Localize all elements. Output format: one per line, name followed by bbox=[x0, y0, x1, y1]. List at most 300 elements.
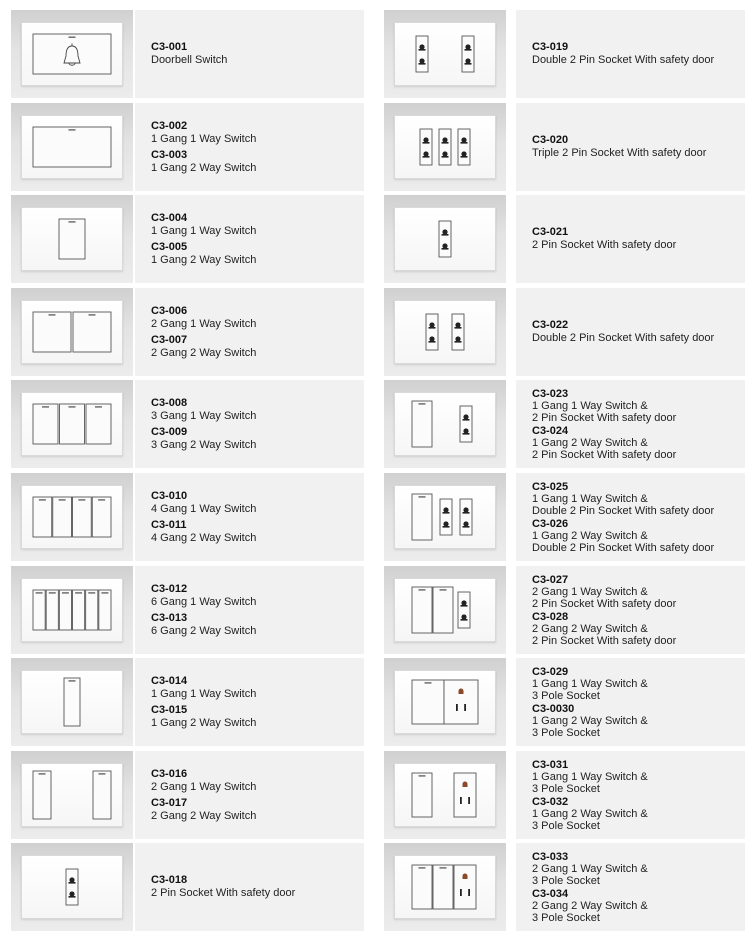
rocker-switch bbox=[412, 773, 432, 817]
rocker-switch bbox=[412, 587, 432, 633]
indicator-mark bbox=[88, 592, 95, 593]
indicator-mark bbox=[419, 867, 426, 868]
product-name: 4 Gang 1 Way Switch bbox=[151, 502, 257, 515]
product-description bbox=[135, 843, 364, 931]
product-image bbox=[384, 195, 506, 283]
indicator-mark bbox=[36, 592, 43, 593]
device-drawing bbox=[11, 195, 133, 283]
pin-hole bbox=[465, 63, 472, 65]
device-drawing bbox=[384, 473, 506, 561]
indicator-mark bbox=[42, 406, 49, 407]
product-code: C3-032 bbox=[532, 795, 569, 808]
rocker-switch bbox=[59, 590, 71, 630]
product-name: 6 Gang 2 Way Switch bbox=[151, 624, 257, 637]
product-name: 2 Pin Socket With safety door bbox=[151, 887, 296, 899]
socket-frame bbox=[462, 36, 474, 72]
rocker-switch bbox=[86, 590, 98, 630]
product-entry bbox=[151, 397, 364, 423]
product-description bbox=[135, 380, 364, 468]
product-description bbox=[135, 658, 364, 746]
product-name: 1 Gang 2 Way Switch & bbox=[532, 714, 648, 727]
rocker-switch bbox=[46, 590, 58, 630]
pin-hole bbox=[419, 44, 424, 49]
product-name: 3 Pole Socket bbox=[532, 819, 600, 832]
product-name: 2 Gang 1 Way Switch & bbox=[532, 585, 648, 598]
product-code: C3-019 bbox=[532, 41, 569, 53]
product-name: 1 Gang 1 Way Switch bbox=[151, 687, 257, 700]
product-image bbox=[11, 566, 133, 654]
indicator-mark bbox=[49, 314, 56, 315]
product-image bbox=[384, 473, 506, 561]
product-name: 2 Gang 1 Way Switch bbox=[151, 780, 257, 793]
indicator-mark bbox=[99, 773, 106, 774]
product-code: C3-011 bbox=[151, 518, 187, 531]
rocker-switch bbox=[33, 771, 51, 819]
indicator-mark bbox=[62, 592, 69, 593]
product-entry bbox=[532, 574, 745, 610]
product-name: 1 Gang 2 Way Switch bbox=[151, 716, 257, 729]
indicator-mark bbox=[39, 773, 46, 774]
pin-hole bbox=[423, 151, 428, 156]
product-image bbox=[384, 566, 506, 654]
pole-slot bbox=[456, 704, 458, 711]
ground-hole bbox=[463, 874, 468, 880]
pin-hole bbox=[442, 243, 447, 248]
indicator-mark bbox=[59, 499, 66, 500]
pin-hole bbox=[463, 526, 470, 528]
device-drawing bbox=[384, 103, 506, 191]
pin-hole bbox=[443, 526, 450, 528]
pole-slot bbox=[468, 797, 470, 804]
product-image bbox=[11, 843, 133, 931]
pin-hole bbox=[455, 327, 462, 329]
socket-frame bbox=[420, 129, 432, 165]
product-description bbox=[135, 473, 364, 561]
product-code: C3-004 bbox=[151, 211, 188, 224]
rocker-switch bbox=[33, 590, 45, 630]
socket-frame bbox=[458, 129, 470, 165]
pin-hole bbox=[455, 336, 460, 341]
rocker-switch bbox=[86, 404, 111, 444]
product-code: C3-017 bbox=[151, 796, 188, 809]
product-entry bbox=[532, 851, 745, 887]
product-description bbox=[516, 380, 745, 468]
device-drawing bbox=[384, 288, 506, 376]
product-description bbox=[516, 751, 745, 839]
product-name: Triple 2 Pin Socket With safety door bbox=[532, 147, 707, 159]
product-description bbox=[516, 658, 745, 746]
product-entry bbox=[151, 874, 364, 900]
pin-hole bbox=[429, 327, 436, 329]
product-name: Double 2 Pin Socket With safety door bbox=[532, 332, 715, 344]
product-code: C3-027 bbox=[532, 573, 569, 586]
device-drawing bbox=[11, 658, 133, 746]
pole-slot bbox=[460, 889, 462, 896]
product-name: 2 Pin Socket With safety door bbox=[532, 239, 677, 251]
product-name: 2 Gang 2 Way Switch & bbox=[532, 622, 648, 635]
doorbell-frame bbox=[33, 34, 111, 74]
indicator-mark bbox=[440, 867, 447, 868]
indicator-mark bbox=[419, 589, 426, 590]
product-image bbox=[384, 103, 506, 191]
device-drawing bbox=[11, 843, 133, 931]
product-name: 3 Pole Socket bbox=[532, 782, 600, 795]
socket-frame bbox=[416, 36, 428, 72]
product-description bbox=[516, 10, 745, 98]
product-code: C3-013 bbox=[151, 611, 188, 624]
product-name: 1 Gang 1 Way Switch & bbox=[532, 399, 648, 412]
product-entry bbox=[151, 704, 364, 730]
product-name: 1 Gang 1 Way Switch bbox=[151, 132, 257, 145]
rocker-switch bbox=[73, 497, 92, 537]
indicator-mark bbox=[419, 403, 426, 404]
rocker-switch bbox=[99, 590, 111, 630]
product-entry bbox=[151, 768, 364, 794]
rocker-switch bbox=[433, 587, 453, 633]
rocker-switch bbox=[92, 497, 111, 537]
socket-frame bbox=[439, 129, 451, 165]
rocker-switch bbox=[33, 312, 71, 352]
indicator-mark bbox=[78, 499, 85, 500]
indicator-mark bbox=[89, 314, 96, 315]
indicator-mark bbox=[69, 37, 76, 38]
product-code: C3-022 bbox=[532, 319, 569, 331]
product-name: 3 Gang 1 Way Switch bbox=[151, 409, 257, 422]
product-code: C3-034 bbox=[532, 887, 569, 900]
pin-hole bbox=[429, 336, 434, 341]
product-description bbox=[516, 195, 745, 283]
product-code: C3-001 bbox=[151, 41, 188, 53]
socket-frame bbox=[460, 406, 472, 442]
indicator-mark bbox=[69, 129, 76, 130]
product-code: C3-033 bbox=[532, 850, 569, 863]
product-code: C3-029 bbox=[532, 665, 569, 678]
product-image bbox=[11, 103, 133, 191]
ground-hole bbox=[463, 782, 468, 788]
socket-frame bbox=[440, 499, 452, 535]
product-name: 3 Pole Socket bbox=[532, 874, 600, 887]
product-entry bbox=[151, 120, 364, 146]
product-entry bbox=[532, 134, 745, 160]
product-name: 2 Pin Socket With safety door bbox=[532, 411, 677, 424]
pin-hole bbox=[443, 507, 448, 512]
product-code: C3-010 bbox=[151, 489, 188, 502]
device-drawing bbox=[11, 10, 133, 98]
product-name: 2 Pin Socket With safety door bbox=[532, 597, 677, 610]
product-name: 1 Gang 2 Way Switch & bbox=[532, 807, 648, 820]
product-image bbox=[384, 658, 506, 746]
product-description bbox=[516, 473, 745, 561]
ground-hole bbox=[459, 689, 464, 695]
product-name: Double 2 Pin Socket With safety door bbox=[532, 541, 715, 554]
product-name: 1 Gang 2 Way Switch & bbox=[532, 529, 648, 542]
product-entry bbox=[151, 212, 364, 238]
indicator-mark bbox=[419, 775, 426, 776]
product-entry bbox=[532, 759, 745, 795]
pole-slot bbox=[468, 889, 470, 896]
product-code: C3-008 bbox=[151, 396, 188, 409]
product-name: 1 Gang 1 Way Switch & bbox=[532, 492, 648, 505]
product-entry bbox=[532, 611, 745, 647]
pin-hole bbox=[463, 419, 470, 421]
socket-frame bbox=[66, 869, 78, 905]
product-entry bbox=[532, 388, 745, 424]
product-code: C3-031 bbox=[532, 758, 569, 771]
product-code: C3-009 bbox=[151, 425, 188, 438]
pin-hole bbox=[461, 137, 466, 142]
device-drawing bbox=[11, 103, 133, 191]
pin-hole bbox=[463, 414, 468, 419]
product-description bbox=[516, 103, 745, 191]
product-image bbox=[11, 380, 133, 468]
product-image bbox=[384, 288, 506, 376]
product-description bbox=[135, 10, 364, 98]
pole-slot bbox=[460, 797, 462, 804]
product-entry bbox=[532, 226, 745, 252]
pin-hole bbox=[463, 521, 468, 526]
product-entry bbox=[532, 703, 745, 739]
pin-hole bbox=[461, 156, 468, 158]
rocker-switch bbox=[433, 865, 453, 909]
rocker-switch bbox=[412, 494, 432, 540]
product-image bbox=[11, 473, 133, 561]
rocker-switch bbox=[33, 127, 111, 167]
device-drawing bbox=[384, 658, 506, 746]
device-drawing bbox=[11, 473, 133, 561]
product-entry bbox=[151, 675, 364, 701]
indicator-mark bbox=[101, 592, 108, 593]
product-name: Doorbell Switch bbox=[151, 54, 228, 66]
pin-hole bbox=[443, 521, 448, 526]
product-image bbox=[384, 380, 506, 468]
pin-hole bbox=[442, 137, 447, 142]
product-entry bbox=[151, 490, 364, 516]
pin-hole bbox=[442, 156, 449, 158]
device-drawing bbox=[384, 566, 506, 654]
product-image bbox=[384, 751, 506, 839]
pin-hole bbox=[461, 605, 468, 607]
product-description bbox=[135, 751, 364, 839]
product-image bbox=[11, 288, 133, 376]
product-name: 1 Gang 1 Way Switch & bbox=[532, 770, 648, 783]
product-code: C3-007 bbox=[151, 333, 188, 346]
device-drawing bbox=[384, 195, 506, 283]
product-code: C3-016 bbox=[151, 767, 188, 780]
product-name: 1 Gang 2 Way Switch bbox=[151, 161, 257, 174]
product-entry bbox=[532, 666, 745, 702]
pin-hole bbox=[69, 877, 74, 882]
socket-frame bbox=[439, 221, 451, 257]
device-drawing bbox=[384, 843, 506, 931]
product-code: C3-026 bbox=[532, 517, 569, 530]
product-entry bbox=[151, 41, 364, 67]
product-entry bbox=[151, 612, 364, 638]
product-description bbox=[135, 566, 364, 654]
product-code: C3-002 bbox=[151, 119, 188, 132]
product-description bbox=[516, 288, 745, 376]
product-name: 1 Gang 2 Way Switch bbox=[151, 253, 257, 266]
pin-hole bbox=[465, 49, 472, 51]
product-code: C3-014 bbox=[151, 674, 188, 687]
pin-hole bbox=[423, 137, 428, 142]
product-name: 2 Pin Socket With safety door bbox=[532, 448, 677, 461]
pin-hole bbox=[419, 63, 426, 65]
product-name: 2 Gang 2 Way Switch & bbox=[532, 899, 648, 912]
pin-hole bbox=[442, 229, 447, 234]
pin-hole bbox=[463, 512, 470, 514]
indicator-mark bbox=[69, 680, 76, 681]
device-drawing bbox=[384, 380, 506, 468]
socket-frame bbox=[460, 499, 472, 535]
pin-hole bbox=[429, 341, 436, 343]
indicator-mark bbox=[75, 592, 82, 593]
product-entry bbox=[532, 319, 745, 345]
socket-frame bbox=[454, 773, 476, 817]
pin-hole bbox=[461, 614, 466, 619]
indicator-mark bbox=[69, 221, 76, 222]
product-image bbox=[11, 658, 133, 746]
product-name: 1 Gang 2 Way Switch & bbox=[532, 436, 648, 449]
product-name: 3 Pole Socket bbox=[532, 689, 600, 702]
rocker-switch bbox=[33, 404, 58, 444]
product-entry bbox=[151, 797, 364, 823]
device-drawing bbox=[384, 10, 506, 98]
pin-hole bbox=[419, 49, 426, 51]
pin-hole bbox=[461, 619, 468, 621]
pin-hole bbox=[461, 142, 468, 144]
product-name: 6 Gang 1 Way Switch bbox=[151, 595, 257, 608]
pin-hole bbox=[442, 151, 447, 156]
pin-hole bbox=[463, 507, 468, 512]
product-name: 2 Gang 2 Way Switch bbox=[151, 346, 257, 359]
product-description bbox=[135, 195, 364, 283]
indicator-mark bbox=[39, 499, 46, 500]
pin-hole bbox=[455, 322, 460, 327]
product-image bbox=[384, 843, 506, 931]
product-code: C3-005 bbox=[151, 240, 188, 253]
pin-hole bbox=[423, 156, 430, 158]
product-entry bbox=[151, 305, 364, 331]
product-name: 1 Gang 1 Way Switch & bbox=[532, 677, 648, 690]
product-code: C3-021 bbox=[532, 226, 569, 238]
rocker-switch bbox=[93, 771, 111, 819]
rocker-switch bbox=[64, 678, 80, 726]
product-entry bbox=[151, 519, 364, 545]
product-name: 2 Gang 2 Way Switch bbox=[151, 809, 257, 822]
pin-hole bbox=[442, 142, 449, 144]
product-code: C3-023 bbox=[532, 387, 569, 400]
rocker-switch bbox=[412, 865, 432, 909]
product-entry bbox=[151, 149, 364, 175]
pole-slot bbox=[464, 704, 466, 711]
product-code: C3-018 bbox=[151, 874, 188, 886]
pin-hole bbox=[69, 882, 76, 884]
device-drawing bbox=[384, 751, 506, 839]
rocker-switch bbox=[73, 312, 111, 352]
pin-hole bbox=[443, 512, 450, 514]
rocker-switch bbox=[33, 497, 52, 537]
device-drawing bbox=[11, 380, 133, 468]
socket-frame bbox=[444, 680, 478, 724]
product-name: 2 Gang 1 Way Switch bbox=[151, 317, 257, 330]
product-image bbox=[11, 10, 133, 98]
product-entry bbox=[532, 425, 745, 461]
product-name: Double 2 Pin Socket With safety door bbox=[532, 504, 715, 517]
product-name: 4 Gang 2 Way Switch bbox=[151, 531, 257, 544]
pin-hole bbox=[429, 322, 434, 327]
pin-hole bbox=[461, 151, 466, 156]
pin-hole bbox=[423, 142, 430, 144]
pin-hole bbox=[419, 58, 424, 63]
rocker-switch bbox=[73, 590, 85, 630]
product-name: 3 Pole Socket bbox=[532, 726, 600, 739]
product-code: C3-006 bbox=[151, 304, 188, 317]
product-name: 2 Pin Socket With safety door bbox=[532, 634, 677, 647]
indicator-mark bbox=[440, 589, 447, 590]
indicator-mark bbox=[69, 406, 76, 407]
product-code: C3-028 bbox=[532, 610, 569, 623]
product-entry bbox=[532, 481, 745, 517]
product-entry bbox=[151, 241, 364, 267]
indicator-mark bbox=[95, 406, 102, 407]
product-code: C3-024 bbox=[532, 424, 569, 437]
device-drawing bbox=[11, 288, 133, 376]
indicator-mark bbox=[49, 592, 56, 593]
product-description bbox=[516, 843, 745, 931]
product-image bbox=[384, 10, 506, 98]
socket-frame bbox=[452, 314, 464, 350]
pin-hole bbox=[463, 433, 470, 435]
pin-hole bbox=[69, 896, 76, 898]
product-code: C3-003 bbox=[151, 148, 188, 161]
rocker-switch bbox=[59, 219, 85, 259]
product-image bbox=[11, 751, 133, 839]
pin-hole bbox=[442, 234, 449, 236]
product-name: 3 Pole Socket bbox=[532, 911, 600, 924]
product-image bbox=[11, 195, 133, 283]
product-description bbox=[135, 288, 364, 376]
product-entry bbox=[151, 583, 364, 609]
product-code: C3-025 bbox=[532, 480, 569, 493]
product-code: C3-015 bbox=[151, 703, 188, 716]
rocker-switch bbox=[53, 497, 72, 537]
pin-hole bbox=[465, 58, 470, 63]
product-entry bbox=[151, 334, 364, 360]
pin-hole bbox=[442, 248, 449, 250]
product-code: C3-0030 bbox=[532, 702, 575, 715]
rocker-switch bbox=[412, 401, 432, 447]
product-entry bbox=[532, 518, 745, 554]
device-drawing bbox=[11, 751, 133, 839]
product-name: 2 Gang 1 Way Switch & bbox=[532, 862, 648, 875]
socket-frame bbox=[458, 592, 470, 628]
device-drawing bbox=[11, 566, 133, 654]
pin-hole bbox=[455, 341, 462, 343]
product-entry bbox=[151, 426, 364, 452]
indicator-mark bbox=[419, 496, 426, 497]
pin-hole bbox=[463, 428, 468, 433]
product-description bbox=[516, 566, 745, 654]
product-code: C3-020 bbox=[532, 134, 569, 146]
pin-hole bbox=[69, 891, 74, 896]
product-code: C3-012 bbox=[151, 582, 188, 595]
socket-frame bbox=[454, 865, 476, 909]
product-entry bbox=[532, 888, 745, 924]
socket-frame bbox=[426, 314, 438, 350]
rocker-switch bbox=[60, 404, 85, 444]
product-name: Double 2 Pin Socket With safety door bbox=[532, 54, 715, 66]
pin-hole bbox=[461, 600, 466, 605]
